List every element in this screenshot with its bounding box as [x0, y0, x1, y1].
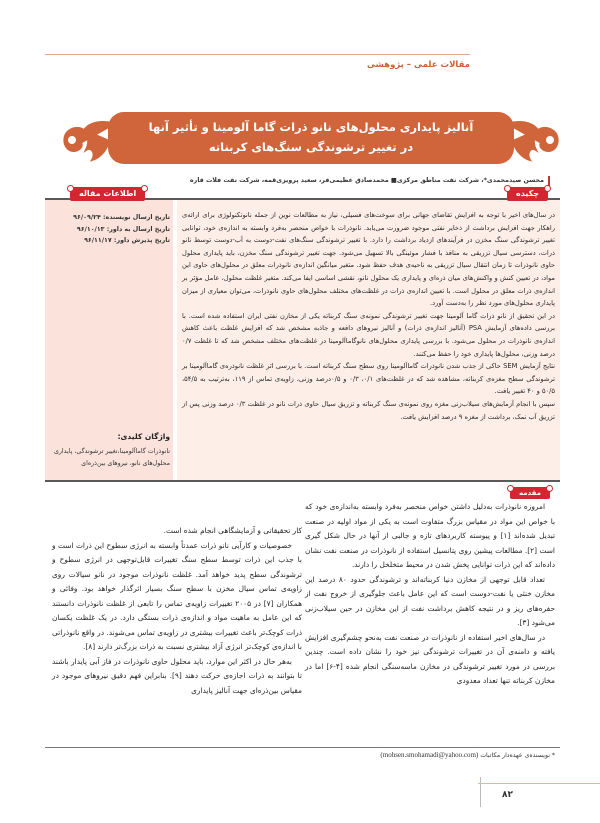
- article-title: [122, 117, 500, 157]
- ornament-curl-right-icon: [506, 120, 560, 162]
- page-marker-rule: [478, 783, 600, 784]
- footnote-text: * نویسنده‌ی عهده‌دار مکاتبات: [480, 752, 555, 759]
- body-paragraph: در سال‌های اخیر استفاده از نانوذرات در صنعت نفت به‌نحو چشم‌گیری افزایش یافته و دامنه‌ی آن در تغییرات ترشوندگی نیز خود را نشان داده است. چندین بررسی در مورد تغییر ترشوندگی در مخازن ماسه‌سنگی انجام شده [۴-۶] اما در مخازن کربناته تنها تعداد معدودی: [305, 632, 555, 685]
- body-paragraph: امروزه نانوذرات به‌دلیل داشتن خواص منحصر به‌فرد وابسته به‌اندازه‌ی خود که با خواص این مواد در مقیاس بزرگ متفاوت است به یکی از مواد اولیه در صنعت تبدیل شده‌اند [۱] و پیوسته کاربردهای تازه و جالبی از آنها در حال شکل گیری است [۲]. مطالعات پیشین روی پتانسیل استفاده از نانوذرات در صنعت نفت نشان داده‌اند که این ذرات توانایی پخش شدن در محیط متخلخل را دارند.: [305, 502, 555, 569]
- abstract-text: [182, 209, 555, 423]
- header-rule: [45, 54, 470, 55]
- body-paragraph: تعداد قابل توجهی از مخازن دنیا کربناته‌اند و ترشوندگی حدود ۸۰ درصد این مخازن خنثی یا نفت-دوست است که این عامل باعث جلوگیری از خروج نفت از حفره‌های ریز و در نتیجه کاهش برداشت نفت از این مخازن در حین سیلاب‌زنی می‌شود [۳].: [305, 574, 555, 627]
- keywords-title: واژگان کلیدی:: [117, 432, 170, 441]
- introduction-label: مقدمه: [510, 487, 550, 499]
- date-sent-to-reviewer: تاریخ ارسال به داور: ۹۶/۱۰/۱۳: [76, 225, 170, 233]
- section-label: مقالات علمی – پژوهشی: [366, 60, 470, 70]
- footnote: [380, 751, 555, 759]
- body-paragraph: خصوصیات و کارآیی نانو ذرات عمدتاً وابسته به انرژی سطوح این ذرات است و با جذب این ذرات توسط سطح سنگ تغییرات قابل‌توجهی در انرژی سطوح و ترشوندگی سطح پدید خواهد آمد. غلظت نانوذرات موجود در نانو سیالات روی زاویه‌ی تماس سیال مخزن با سطح سنگ بسیار اثرگذار خواهد بود. وفائی و همکاران [۷] در ۲۰۰۵ تغییرات زاویه‌ی تماس را تابعی از غلظت نانوذرات دانستند که این عامل به ماهیت مواد و اندازه‌ی ذرات بستگی دارد. در یک غلظت یکسان ذرات کوچک‌تر باعث تغییرات بیشتری در زاویه‌ی تماس می‌شوند. در واقع نانوذراتی با اندازه‌ی کوچک‌تر انرژی آزاد بیشتری نسبت به ذرات بزرگ‌تر دارند [۸].: [52, 540, 302, 651]
- title-banner: [62, 112, 560, 164]
- article-info-label: اطلاعات مقاله: [70, 187, 145, 201]
- body-paragraph: به‌هر حال در اکثر این موارد، باید محلول حاوی نانوذرات در فاز آبی پایدار باشند تا بتوانند به ذرات اجازه‌ی حرکت دهند [۹]. بنابراین فهم دقیق نیروهای موجود در مقیاس بین‌ذره‌ای جهت آنالیز پایداری: [52, 656, 302, 695]
- abstract-paragraph: در سال‌های اخیر با توجه به افزایش تقاضای جهانی برای سوخت‌های فسیلی، نیاز به مطالعات نوین از جمله نانوتکنولوژی برای ارائه‌ی راهکار جهت افزایش برداشت از ذخایر نفتی موجود ضرورت می‌یابد. نانوذرات با خواص منحصر به‌فرد وابسته به اندازه‌ی خود، توانایی تغییر ترشوندگی سنگ مخزن در فرآیندهای ازدیاد برداشت را دارد. با تغییر ترشوندگی سنگ‌های نفت-دوست به آب-دوست توسط نانو ذرات، دسترسی سیال تزریقی به منافذ با فشار موئینگی بالا تسهیل می‌شود. جهت تغییر ترشوندگی سنگ مخزن، باید پایداری محلول حاوی نانوذرات تا زمان انتقال سیال تزریقی به ناحیه‌ی هدف حفظ شود. متغیر میانگین اندازه‌ی نانوذرات معلق در محلول‌های حاوی این مواد، در تعیین کنش و واکنش‌های میان ذره‌ای و پایداری یک محلول نانو، نقشی اساسی ایفا می‌کند. متغیر غلظت محلول، عامل مؤثر بر اندازه‌ی ذرات معلق در محلول است. با تعیین اندازه‌ی ذرات در غلظت‌های مختلف محلول‌های حاوی نانوذرات، می‌توان معیاری از میزان پایداری محلول‌های مورد نظر را به‌دست آورد.: [182, 211, 555, 308]
- authors-line: محسن صیدمحمدی*، شرکت نفت مناطق مرکزی■ محمدصادق عظیمی‌فر، سعید پرویزی‌قمه، شرکت نفت فلات قاره: [190, 176, 550, 186]
- body-column-left: [52, 524, 302, 698]
- abstract-paragraph: سپس با انجام آزمایش‌های سیلاب‌زنی مغزه روی نمونه‌ی سنگ کربناته و تزریق سیال حاوی ذرات نانو در غلظت ۰/۳ درصد وزنی پس از تزریق آب نمک، برداشت از مغزه ۹ درصد افزایش یافت.: [182, 399, 555, 421]
- date-submitted: تاریخ ارسال نویسنده: ۹۶/۰۹/۲۴: [73, 214, 170, 221]
- author-email-link[interactable]: (mohsen.smohamadi@yahoo.com): [380, 751, 479, 759]
- body-paragraph: کار تحقیقاتی و آزمایشگاهی انجام شده است.: [163, 526, 302, 535]
- article-dates: [52, 212, 170, 247]
- keywords-list: نانوذرات گاماآلومینا،تغییر ترشوندگی، پایداری محلول‌های نانو، نیروهای بین‌ذره‌ای: [53, 448, 170, 467]
- abstract-label: چکیده: [507, 187, 548, 201]
- abstract-bottom-rule: [45, 480, 560, 482]
- article-title-line-1: آنالیز پایداری محلول‌های نانو ذرات گاما آلومینا و تأثیر آنها: [148, 120, 474, 134]
- abstract-paragraph: در این تحقیق از نانو ذرات گاما آلومینا جهت تغییر ترشوندگی نمونه‌ی سنگ کربناته یکی از مخازن نفتی ایران استفاده شده است. با بررسی داده‌های آزمایش PSA (آنالیز اندازه‌ی ذرات) و آنالیز نیروهای دافعه و جاذبه مشخص شد که افزایش غلظت باعث کاهش اندازه‌ی نانوذرات در محلول می‌شود. با بررسی پایداری محلول‌های نانوگاماآلومینا در غلظت‌های مختلف مشخص شد که تا غلظت ۰/۷ درصد وزنی، محلول‌ها پایداری خود را حفظ می‌کنند.: [182, 311, 556, 358]
- article-title-line-2: در تغییر ترشوندگی سنگ‌های کربناته: [208, 140, 414, 154]
- body-column-right: [305, 500, 555, 689]
- date-accepted: تاریخ پذیرش داور: ۹۶/۱۱/۱۷: [84, 237, 170, 244]
- page-number: ۸۲: [502, 790, 513, 800]
- abstract-paragraph: نتایج آزمایش SEM حاکی از جذب شدن نانوذرات گاماآلومینا روی سطح سنگ کربناته است. با بررسی اثر غلظت نانوذره‌ی گاماآلومینا بر ترشوندگی سطح مغزه‌ی کربناته، مشاهده شد که در غلظت‌های ۰/۱، ۰/۳ و ۰/۵درصد وزنی، زاویه‌ی تماس از ۱۱۹، به‌ترتیب به ۵۴/۵، ۵۰/۵ و ۴۰ تغییر یافت.: [182, 362, 556, 396]
- footnote-rule: [45, 747, 560, 748]
- page-marker-tick: [480, 777, 481, 807]
